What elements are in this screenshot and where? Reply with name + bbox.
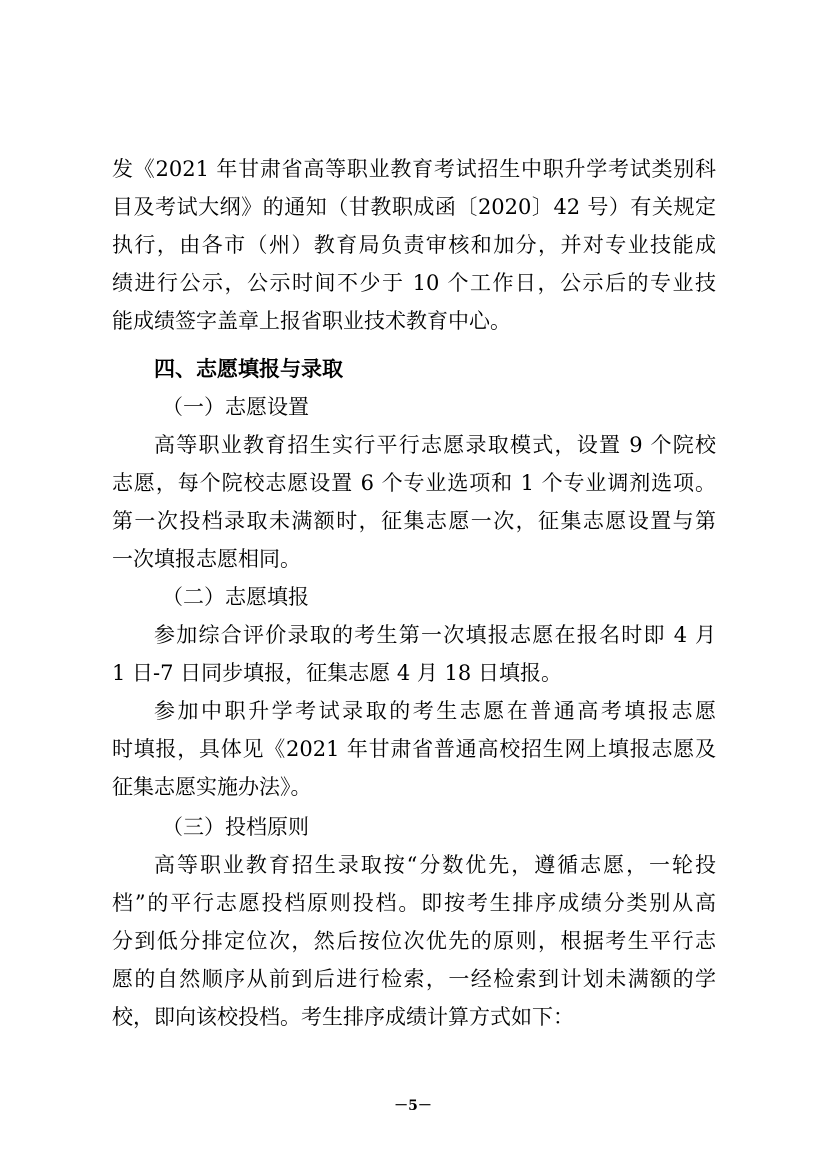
paragraph-line: 征集志愿实施办法》。 [112, 775, 312, 799]
paragraph-line: 一次填报志愿相同。 [112, 547, 301, 571]
section-heading: 四、志愿填报与录取 [154, 357, 343, 381]
paragraph-line: 第一次投档录取未满额时，征集志愿一次，征集志愿设置与第 [112, 509, 716, 533]
paragraph-line: 志愿，每个院校志愿设置 6 个专业选项和 1 个专业调剂选项。 [112, 471, 716, 495]
paragraph-line: 目及考试大纲》的通知（甘教职成函〔2020〕42 号）有关规定 [112, 195, 716, 219]
subsection-heading: （三）投档原则 [162, 815, 309, 839]
paragraph-line: 参加中职升学考试录取的考生志愿在普通高考填报志愿 [154, 699, 716, 723]
paragraph-line: 参加综合评价录取的考生第一次填报志愿在报名时即 4 月 [154, 623, 716, 647]
paragraph-line: 绩进行公示，公示时间不少于 10 个工作日，公示后的专业技 [112, 271, 716, 295]
paragraph-line: 发《2021 年甘肃省高等职业教育考试招生中职升学考试类别科 [112, 157, 716, 181]
subsection-heading: （二）志愿填报 [162, 585, 309, 609]
page-number: －5－ [394, 1098, 432, 1114]
paragraph-line: 校，即向该校投档。考生排序成绩计算方式如下： [112, 1005, 574, 1029]
paragraph-line: 1 日-7 日同步填报，征集志愿 4 月 18 日填报。 [112, 661, 562, 685]
paragraph-line: 档”的平行志愿投档原则投档。即按考生排序成绩分类别从高 [112, 891, 716, 915]
subsection-heading: （一）志愿设置 [162, 395, 309, 419]
paragraph-line: 时填报，具体见《2021 年甘肃省普通高校招生网上填报志愿及 [112, 737, 716, 761]
paragraph-line: 能成绩签字盖章上报省职业技术教育中心。 [112, 309, 511, 333]
paragraph-line: 分到低分排定位次，然后按位次优先的原则，根据考生平行志 [112, 929, 716, 953]
paragraph-line: 愿的自然顺序从前到后进行检索，一经检索到计划未满额的学 [112, 967, 716, 991]
paragraph-line: 高等职业教育招生实行平行志愿录取模式，设置 9 个院校 [154, 433, 716, 457]
paragraph-line: 执行，由各市（州）教育局负责审核和加分，并对专业技能成 [112, 233, 716, 257]
paragraph-line: 高等职业教育招生录取按“分数优先，遵循志愿，一轮投 [154, 853, 716, 877]
